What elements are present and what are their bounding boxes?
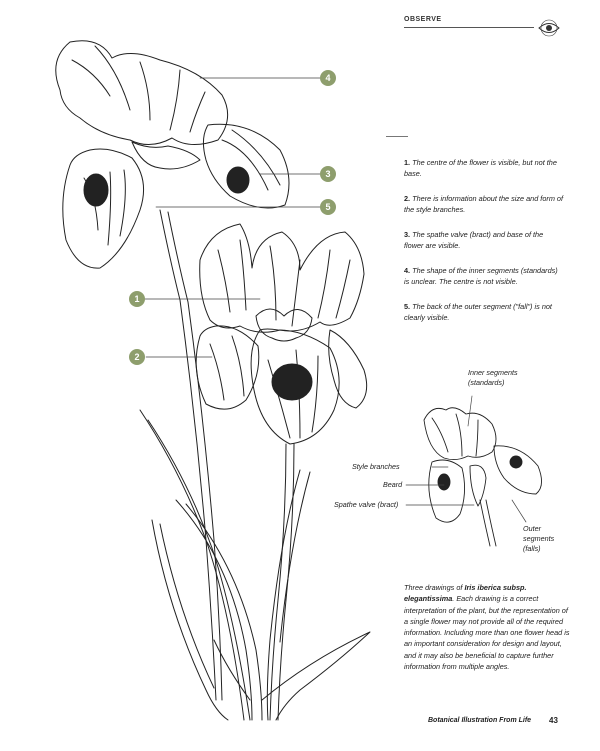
- callout-5: 5: [320, 199, 336, 215]
- note-number: 5.: [404, 302, 411, 311]
- note-text: The shape of the inner segments (standards) is unclear. The centre is not visible.: [404, 266, 558, 286]
- observation-notes: [404, 157, 564, 337]
- figure-caption: [404, 582, 570, 672]
- note-number: 4.: [404, 266, 411, 275]
- page-number: 43: [549, 716, 558, 725]
- section-label: OBSERVE: [404, 16, 442, 23]
- note-text: There is information about the size and form of the style branches.: [404, 194, 564, 214]
- note-item: [404, 265, 564, 287]
- callout-4: 4: [320, 70, 336, 86]
- running-footer-title: Botanical Illustration From Life: [428, 717, 532, 724]
- leaves: [140, 410, 370, 720]
- label-outer-segments: Outer segments (falls): [523, 524, 555, 553]
- note-item: [404, 229, 564, 251]
- note-text: The back of the outer segment ("fall") is not clearly visible.: [404, 302, 552, 322]
- label-inner-segments: Inner segments (standards): [468, 368, 518, 387]
- note-item: [404, 301, 564, 323]
- note-item: [404, 193, 564, 215]
- label-spathe-valve: Spathe valve (bract): [334, 500, 399, 509]
- note-number: 2.: [404, 194, 411, 203]
- callout-1: 1: [129, 291, 145, 307]
- callout-2: 2: [129, 349, 145, 365]
- label-beard: Beard: [383, 480, 403, 489]
- note-text: The spathe valve (bract) and base of the flower are visible.: [404, 230, 544, 250]
- caption-species: Iris iberica subsp. elegantissima: [404, 583, 527, 604]
- caption-body: . Each drawing is a correct interpretation of the plant, but the representation of a single flower may not provide all of the required information. Including more than one flower head is an important consideration for design and layout, and it may also be beneficial to capture further information from multiple angles.: [404, 594, 570, 672]
- caption-prefix: Three drawings of: [404, 583, 465, 592]
- callout-3: 3: [320, 166, 336, 182]
- note-number: 1.: [404, 158, 411, 167]
- note-number: 3.: [404, 230, 411, 239]
- note-text: The centre of the flower is visible, but not the base.: [404, 158, 557, 178]
- main-flower: [196, 224, 367, 444]
- note-item: [404, 157, 564, 179]
- label-style-branches: Style branches: [352, 462, 400, 471]
